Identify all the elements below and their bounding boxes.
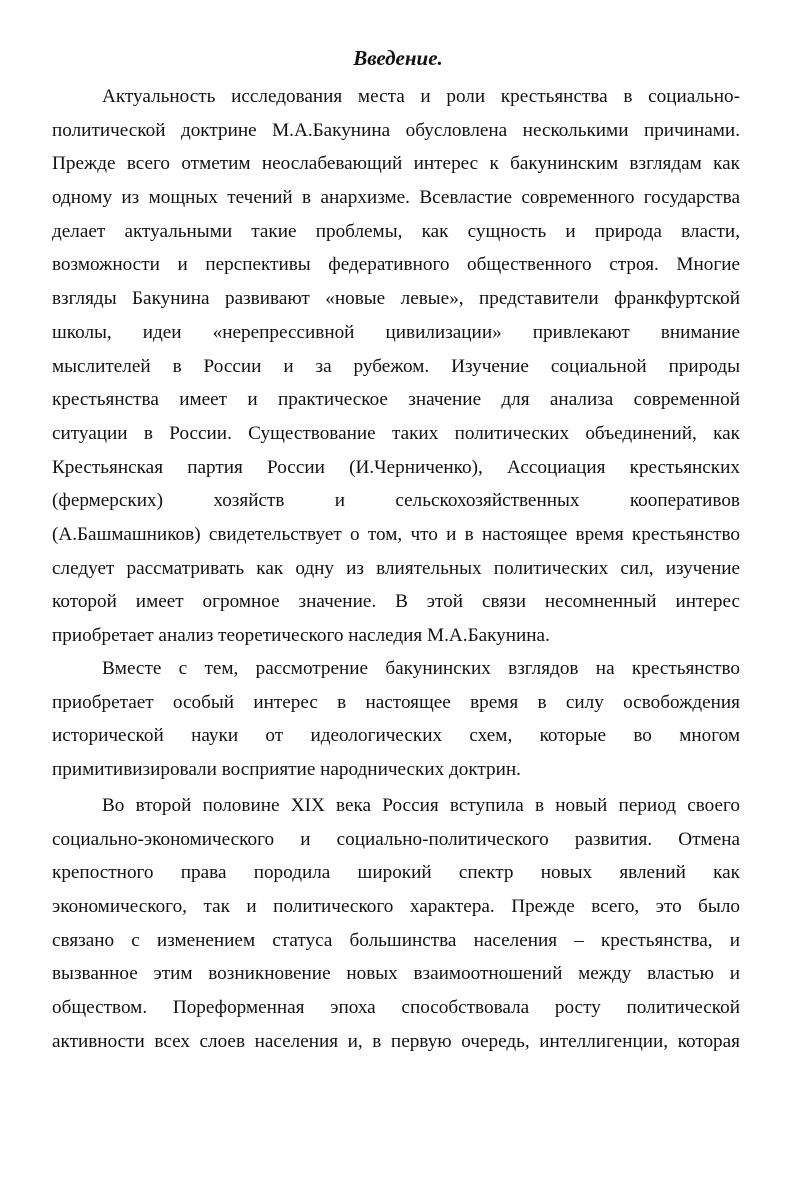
text-line: приобретает особый интерес в настоящее время в силу освобождения [52,691,740,713]
text-line: взгляды Бакунина развивают «новые левые», представители франкфуртской [52,288,740,310]
text-line: активности всех слоев населения и, в первую очередь, интеллигенции, которая [52,1030,740,1052]
text-line: связано с изменением статуса большинства населения – крестьянства, и [52,929,740,951]
text-line: Актуальность исследования места и роли крестьянства в социально- [102,86,740,107]
text-line: школы, идеи «нерепрессивной цивилизации» привлекают внимание [52,321,740,343]
text-line: Крестьянская партия России (И.Черниченко), Ассоциация крестьянских [52,456,740,478]
text-line: возможности и перспективы федеративного общественного строя. Многие [52,254,740,276]
text-line: политической доктрине М.А.Бакунина обусловлена несколькими причинами. [52,119,740,141]
text-line: примитивизировали восприятие народнических доктрин. [52,759,521,781]
text-line: следует рассматривать как одну из влиятельных политических сил, изучение [52,557,740,579]
text-line: которой имеет огромное значение. В этой связи несомненный интерес [52,591,740,613]
paragraph-relevance [52,80,740,653]
text-line: ситуации в России. Существование таких политических объединений, как [52,422,740,444]
text-line: вызванное этим возникновение новых взаимоотношений между властью и [52,963,740,985]
page-title: Введение. [353,46,443,70]
text-line: одному из мощных течений в анархизме. Всевластие современного государства [52,187,740,209]
text-line: мыслителей в России и за рубежом. Изучение социальной природы [52,355,740,377]
text-line: экономического, так и политического характера. Прежде всего, это было [52,896,740,918]
text-line: обществом. Пореформенная эпоха способствовала росту политической [52,997,740,1019]
text-line: (фермерских) хозяйств и сельскохозяйственных кооперативов [52,490,740,512]
text-line: (А.Башмашников) свидетельствует о том, что и в настоящее время крестьянство [52,523,740,545]
text-line: Вместе с тем, рассмотрение бакунинских взглядов на крестьянство [102,658,740,679]
text-line: социально-экономического и социально-политического развития. Отмена [52,828,740,850]
text-line: исторической науки от идеологических схем, которые во многом [52,725,740,747]
text-line: Во второй половине XIX века Россия вступила в новый период своего [102,795,740,816]
paragraph-historical-science [52,652,740,787]
text-line: крепостного права породила широкий спектр новых явлений как [52,862,740,884]
text-line: крестьянства имеет и практическое значение для анализа современной [52,389,740,411]
text-line: делает актуальными такие проблемы, как сущность и природа власти, [52,220,740,242]
text-line: Прежде всего отметим неослабевающий интерес к бакунинским взглядам как [52,153,740,175]
text-line: приобретает анализ теоретического наследия М.А.Бакунина. [52,625,550,646]
paragraph-nineteenth-century [52,789,740,1059]
